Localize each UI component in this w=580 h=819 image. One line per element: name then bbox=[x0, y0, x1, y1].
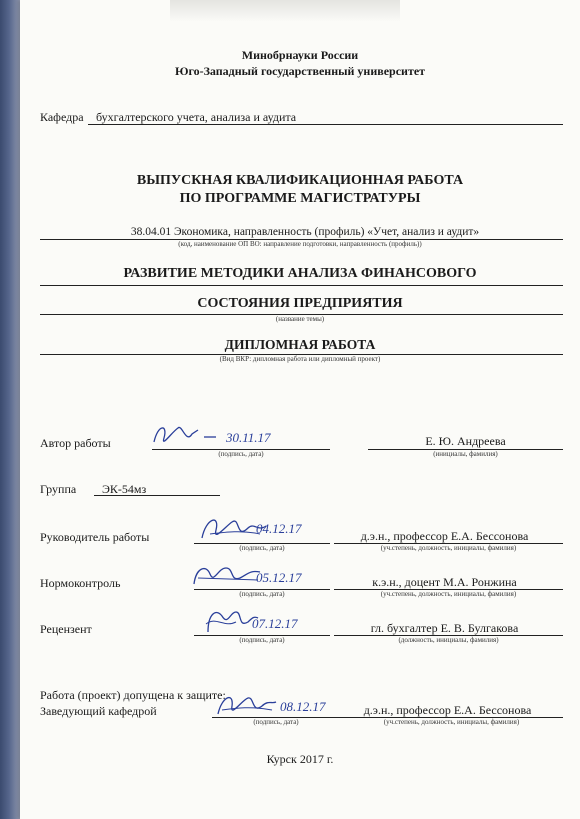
university-name: Юго-Западный государственный университет bbox=[174, 64, 426, 78]
normcontrol-sign-caption: (подпись, дата) bbox=[239, 590, 285, 598]
reviewer-name-caption: (должность, инициалы, фамилия) bbox=[398, 636, 499, 644]
program-caption: (код, наименование ОП ВО: направление подготовки, направленность (профиль)) bbox=[178, 240, 422, 248]
city-year: Курск 2017 г. bbox=[266, 752, 334, 766]
department-label: Кафедра bbox=[40, 110, 84, 124]
normcontrol-label: Нормоконтроль bbox=[40, 576, 121, 590]
ministry-name: Минобрнауки России bbox=[241, 48, 359, 62]
group-underline bbox=[94, 495, 220, 496]
department-value: бухгалтерского учета, анализа и аудита bbox=[96, 110, 297, 124]
program-value: 38.04.01 Экономика, направленность (профиль) «Учет, анализ и аудит» bbox=[130, 226, 480, 238]
supervisor-name-caption: (уч.степень, должность, инициалы, фамилия) bbox=[380, 544, 517, 552]
head-sign-date: 08.12.17 bbox=[280, 699, 326, 714]
topic-line1: РАЗВИТИЕ МЕТОДИКИ АНАЛИЗА ФИНАНСОВОГО bbox=[123, 266, 477, 281]
normcontrol-name-caption: (уч.степень, должность, инициалы, фамилия) bbox=[380, 590, 517, 598]
reviewer-sign-date: 07.12.17 bbox=[252, 616, 298, 631]
normcontrol-sign-date: 05.12.17 bbox=[256, 570, 302, 585]
supervisor-name: д.э.н., профессор Е.А. Бессонова bbox=[360, 529, 529, 543]
supervisor-label: Руководитель работы bbox=[40, 530, 150, 544]
author-name-caption: (инициалы, фамилия) bbox=[433, 450, 498, 458]
author-name: Е. Ю. Андреева bbox=[425, 434, 506, 448]
topic-caption: (название темы) bbox=[275, 315, 325, 323]
supervisor-sign-date: 04.12.17 bbox=[256, 521, 302, 536]
author-sign-caption: (подпись, дата) bbox=[218, 450, 264, 458]
admission-line1: Работа (проект) допущена к защите: bbox=[40, 688, 226, 702]
author-sign-date: 30.11.17 bbox=[226, 430, 271, 445]
normcontrol-name: к.э.н., доцент М.А. Ронжина bbox=[372, 575, 517, 589]
group-label: Группа bbox=[40, 482, 77, 496]
reviewer-label: Рецензент bbox=[40, 622, 92, 636]
head-of-department-label: Заведующий кафедрой bbox=[40, 704, 157, 718]
vkr-kind-value: ДИПЛОМНАЯ РАБОТА bbox=[224, 337, 376, 352]
group-value: ЭК-54мз bbox=[102, 482, 147, 496]
reviewer-sign-caption: (подпись, дата) bbox=[239, 636, 285, 644]
head-name-caption: (уч.степень, должность, инициалы, фамилия) bbox=[383, 718, 520, 726]
head-sign-caption: (подпись, дата) bbox=[253, 718, 299, 726]
work-type-line2: ПО ПРОГРАММЕ МАГИСТРАТУРЫ bbox=[179, 191, 421, 206]
department-underline bbox=[88, 124, 563, 125]
scan-binding-edge bbox=[0, 0, 20, 819]
author-label: Автор работы bbox=[40, 436, 111, 450]
head-name: д.э.н., профессор Е.А. Бессонова bbox=[363, 703, 532, 717]
topic-line2: СОСТОЯНИЯ ПРЕДПРИЯТИЯ bbox=[197, 296, 403, 311]
topic-underline-1 bbox=[40, 285, 563, 286]
scan-shadow bbox=[170, 0, 400, 22]
vkr-kind-caption: (Вид ВКР: дипломная работа или дипломный проект) bbox=[219, 355, 381, 363]
reviewer-name: гл. бухгалтер Е. В. Булгакова bbox=[370, 621, 519, 635]
supervisor-sign-caption: (подпись, дата) bbox=[239, 544, 285, 552]
work-type-line1: ВЫПУСКНАЯ КВАЛИФИКАЦИОННАЯ РАБОТА bbox=[136, 173, 464, 188]
title-page bbox=[20, 0, 580, 819]
